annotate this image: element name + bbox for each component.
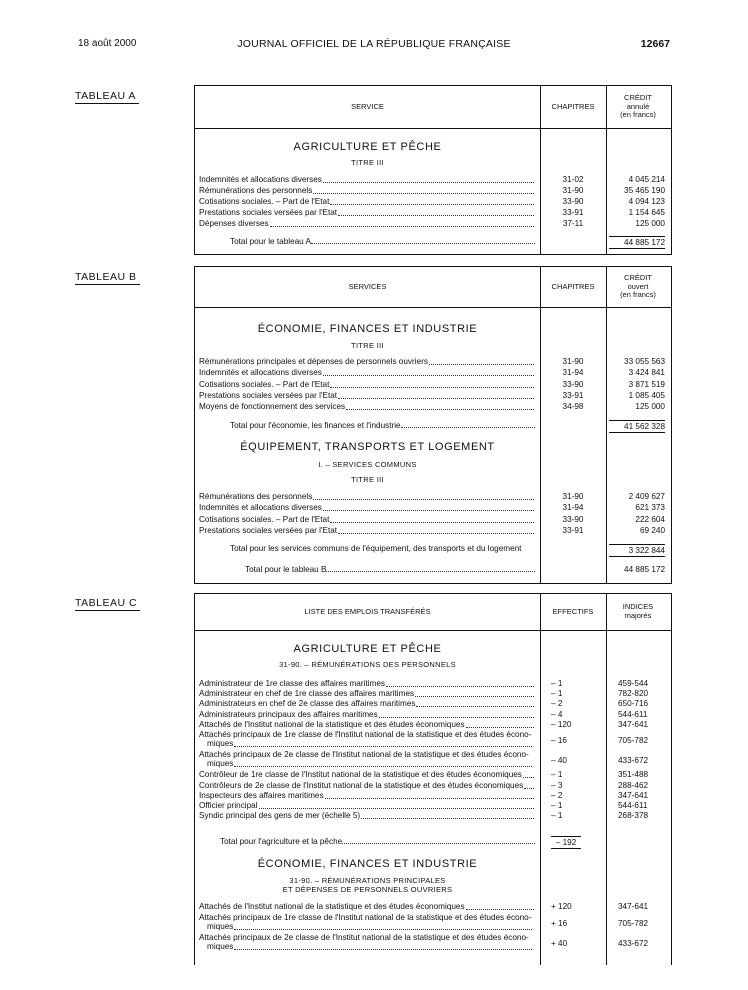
total-value: – 192 <box>551 836 581 849</box>
table-row <box>195 902 671 912</box>
row-label: Syndic principal des gens de mer (échelle 5) <box>199 811 534 821</box>
subsection-label: I. – SERVICES COMMUNS <box>318 460 417 469</box>
row-label: Cotisations sociales. – Part de l'Etat <box>199 197 534 207</box>
row-chap: 37-11 <box>562 219 584 228</box>
row-label: Administrateur en chef de 1re classe des affaires maritimes <box>199 689 534 699</box>
tableau-a-label: TABLEAU A <box>75 90 136 102</box>
row-label: Attachés principaux de 1re classe de l'Institut national de la statistique et des études écono- <box>199 730 532 739</box>
tableau-c-header <box>195 594 671 631</box>
row-val: 125 000 <box>635 219 665 228</box>
row-ind: 705-782 <box>618 736 649 745</box>
row-eff: + 120 <box>551 902 572 911</box>
table-row <box>195 186 671 196</box>
subsection-label: 31-90. – RÉMUNÉRATIONS DES PERSONNELS <box>279 660 456 669</box>
table-row <box>195 515 671 525</box>
row-val: 1 085 405 <box>628 390 665 400</box>
col-chapitres: CHAPITRES <box>551 281 595 291</box>
row-label: Rémunérations principales et dépenses de personnels ouvriers <box>199 357 534 367</box>
row-eff: – 16 <box>551 736 567 745</box>
row-label: Dépenses diverses <box>199 219 534 229</box>
subsection-label: ET DÉPENSES DE PERSONNELS OUVRIERS <box>282 885 453 894</box>
row-chap: 31-94 <box>562 503 584 513</box>
total-value: 44 885 172 <box>609 236 665 249</box>
row-val: 4 045 214 <box>628 175 665 184</box>
tableau-c-label: TABLEAU C <box>75 597 138 609</box>
row-label: Contrôleur de 1re classe de l'Institut national de la statistique et des études économiques <box>199 770 534 780</box>
tableau-c <box>194 593 672 965</box>
table-row <box>195 699 671 709</box>
table-row <box>195 402 671 412</box>
row-val: 35 465 190 <box>624 186 665 195</box>
table-row <box>195 912 671 931</box>
section-title: AGRICULTURE ET PÊCHE <box>293 643 442 655</box>
row-label: Administrateurs en chef de 2e classe des affaires maritimes <box>199 699 534 709</box>
row-label: Attachés principaux de 2e classe de l'Institut national de la statistique et des études écono- <box>199 933 529 942</box>
tableau-b-label: TABLEAU B <box>75 271 137 283</box>
row-chap: 31-94 <box>562 368 584 378</box>
row-val: 1 154 645 <box>628 208 665 217</box>
row-label: Attachés principaux de 2e classe de l'Institut national de la statistique et des études écono- <box>199 750 529 760</box>
row-ind: 351-488 <box>618 770 649 780</box>
col-effectifs: EFFECTIFS <box>552 606 594 616</box>
row-ind: 433-672 <box>618 756 649 766</box>
total-label: Total pour l'économie, les finances et l'industrie <box>230 421 535 430</box>
table-row <box>195 801 671 811</box>
header-title: JOURNAL OFFICIEL DE LA RÉPUBLIQUE FRANÇAISE <box>237 38 511 50</box>
row-ind: 544-611 <box>618 709 648 719</box>
row-label: Indemnités et allocations diverses <box>199 368 534 378</box>
row-label: Attachés principaux de 1re classe de l'Institut national de la statistique et des études écono- <box>199 912 532 922</box>
row-label: Cotisations sociales. – Part de l'Etat <box>199 515 534 525</box>
row-ind: 347-641 <box>618 902 649 911</box>
row-chap: 31-90 <box>562 186 584 195</box>
row-val: 69 240 <box>639 525 665 535</box>
col-liste-emplois: LISTE DES EMPLOIS TRANSFÉRÉS <box>304 606 431 616</box>
row-eff: – 1 <box>551 679 563 688</box>
row-ind: 433-672 <box>618 939 649 948</box>
section-title: AGRICULTURE ET PÊCHE <box>293 141 442 153</box>
row-ind: 288-462 <box>618 780 649 790</box>
table-row <box>195 219 671 229</box>
table-row <box>195 710 671 720</box>
row-chap: 33-91 <box>562 390 584 400</box>
row-label: Inspecteurs des affaires maritimes <box>199 791 534 801</box>
table-row <box>195 811 671 821</box>
table-row <box>195 526 671 536</box>
col-indices: INDICES majorés <box>622 602 654 620</box>
row-eff: – 4 <box>551 709 563 719</box>
col-services: SERVICES <box>348 281 387 291</box>
table-row <box>195 770 671 780</box>
row-chap: 33-91 <box>562 208 584 217</box>
total-label: Total pour les services communs de l'équipement, des transports et du logement <box>230 544 522 553</box>
row-label-continued: miques <box>207 739 532 749</box>
row-val: 222 604 <box>635 514 665 524</box>
row-val: 2 409 627 <box>628 492 665 501</box>
row-label-continued: miques <box>207 759 532 769</box>
tableau-a <box>194 85 672 255</box>
titre-label: TITRE III <box>351 475 384 484</box>
row-ind: 347-641 <box>618 790 649 800</box>
row-eff: – 2 <box>551 699 563 709</box>
row-chap: 31-90 <box>562 492 584 501</box>
col-credit: CRÉDIT annulé (en francs) <box>620 93 656 120</box>
row-label: Attachés de l'Institut national de la statistique et des études économiques <box>199 902 534 912</box>
row-chap: 33-90 <box>562 379 584 389</box>
titre-label: TITRE III <box>351 341 384 350</box>
row-eff: – 1 <box>551 801 563 810</box>
row-ind: 544-611 <box>618 801 648 810</box>
row-eff: – 2 <box>551 790 563 800</box>
table-row <box>195 933 671 951</box>
header-page-number: 12667 <box>640 38 670 50</box>
table-row <box>195 357 671 367</box>
table-row <box>195 730 671 748</box>
row-label: Rémunérations des personnels <box>199 186 534 196</box>
row-label: Officier principal <box>199 801 534 811</box>
table-row <box>195 720 671 730</box>
row-label: Administrateurs principaux des affaires maritimes <box>199 710 534 720</box>
row-label: Prestations sociales versées par l'Etat <box>199 391 534 401</box>
row-val: 4 094 123 <box>628 197 665 206</box>
row-chap: 33-90 <box>562 514 584 524</box>
row-label-continued: miques <box>207 922 532 932</box>
header-date: 18 août 2000 <box>78 38 137 49</box>
table-row <box>195 380 671 390</box>
row-eff: + 40 <box>551 939 568 948</box>
row-val: 125 000 <box>635 402 665 412</box>
row-ind: 268-378 <box>618 811 649 821</box>
row-val: 3 424 841 <box>628 368 665 378</box>
col-credit: CRÉDIT ouvert (en francs) <box>620 273 656 300</box>
row-eff: – 1 <box>551 689 563 699</box>
row-ind: 650-716 <box>618 699 649 709</box>
table-row <box>195 791 671 801</box>
row-val: 3 871 519 <box>628 379 665 389</box>
total-label: Total pour le tableau A <box>230 237 535 246</box>
total-value: 3 322 844 <box>609 544 665 557</box>
row-chap: 31-90 <box>562 357 584 366</box>
row-eff: – 120 <box>551 719 572 729</box>
table-row <box>195 503 671 513</box>
table-row <box>195 492 671 502</box>
row-label: Indemnités et allocations diverses <box>199 503 534 513</box>
table-row <box>195 391 671 401</box>
section-title: ÉCONOMIE, FINANCES ET INDUSTRIE <box>257 323 478 335</box>
tableau-a-header <box>195 86 671 129</box>
section-title: ÉQUIPEMENT, TRANSPORTS ET LOGEMENT <box>240 441 495 453</box>
total-value: 41 562 328 <box>609 420 665 433</box>
row-eff: + 16 <box>551 918 568 928</box>
table-row <box>195 175 671 185</box>
row-ind: 347-641 <box>618 719 649 729</box>
table-row <box>195 197 671 207</box>
total-value: 44 885 172 <box>624 565 665 574</box>
row-label-continued: miques <box>207 942 532 952</box>
col-service: SERVICE <box>351 101 384 111</box>
table-row <box>195 208 671 218</box>
row-label: Prestations sociales versées par l'Etat <box>199 208 534 218</box>
total-label: Total pour le tableau B <box>245 565 535 574</box>
row-chap: 31-02 <box>562 175 584 184</box>
row-eff: – 1 <box>551 811 563 821</box>
subsection-label: 31-90. – RÉMUNÉRATIONS PRINCIPALES <box>289 876 446 885</box>
titre-label: TITRE III <box>351 158 384 167</box>
row-chap: 33-90 <box>562 197 584 206</box>
row-label: Prestations sociales versées par l'Etat <box>199 526 534 536</box>
row-eff: – 40 <box>551 756 567 766</box>
row-ind: 459-544 <box>618 679 649 688</box>
row-label: Moyens de fonctionnement des services <box>199 402 534 412</box>
row-chap: 33-91 <box>562 525 584 535</box>
total-label: Total pour l'agriculture et la pêche <box>220 837 535 846</box>
table-row <box>195 679 671 689</box>
section-title: ÉCONOMIE, FINANCES ET INDUSTRIE <box>257 858 478 870</box>
row-val: 33 055 563 <box>624 357 665 366</box>
row-val: 621 373 <box>635 503 665 513</box>
col-chapitres: CHAPITRES <box>551 101 595 111</box>
table-row <box>195 781 671 791</box>
tableau-b-header <box>195 267 671 308</box>
tableau-b <box>194 266 672 584</box>
row-label: Indemnités et allocations diverses <box>199 175 534 185</box>
row-label: Contrôleurs de 2e classe de l'Institut national de la statistique et des études économiques <box>199 781 534 791</box>
row-label: Attachés de l'Institut national de la statistique et des études économiques <box>199 720 534 730</box>
row-label: Rémunérations des personnels <box>199 492 534 502</box>
row-label: Administrateur de 1re classe des affaires maritimes <box>199 679 534 689</box>
table-row <box>195 368 671 378</box>
row-label: Cotisations sociales. – Part de l'Etat <box>199 380 534 390</box>
row-chap: 34-98 <box>562 402 584 412</box>
row-ind: 782-820 <box>618 689 649 699</box>
row-eff: – 1 <box>551 770 563 780</box>
table-row <box>195 689 671 699</box>
row-eff: – 3 <box>551 780 563 790</box>
table-row <box>195 750 671 769</box>
row-ind: 705-782 <box>618 918 649 928</box>
